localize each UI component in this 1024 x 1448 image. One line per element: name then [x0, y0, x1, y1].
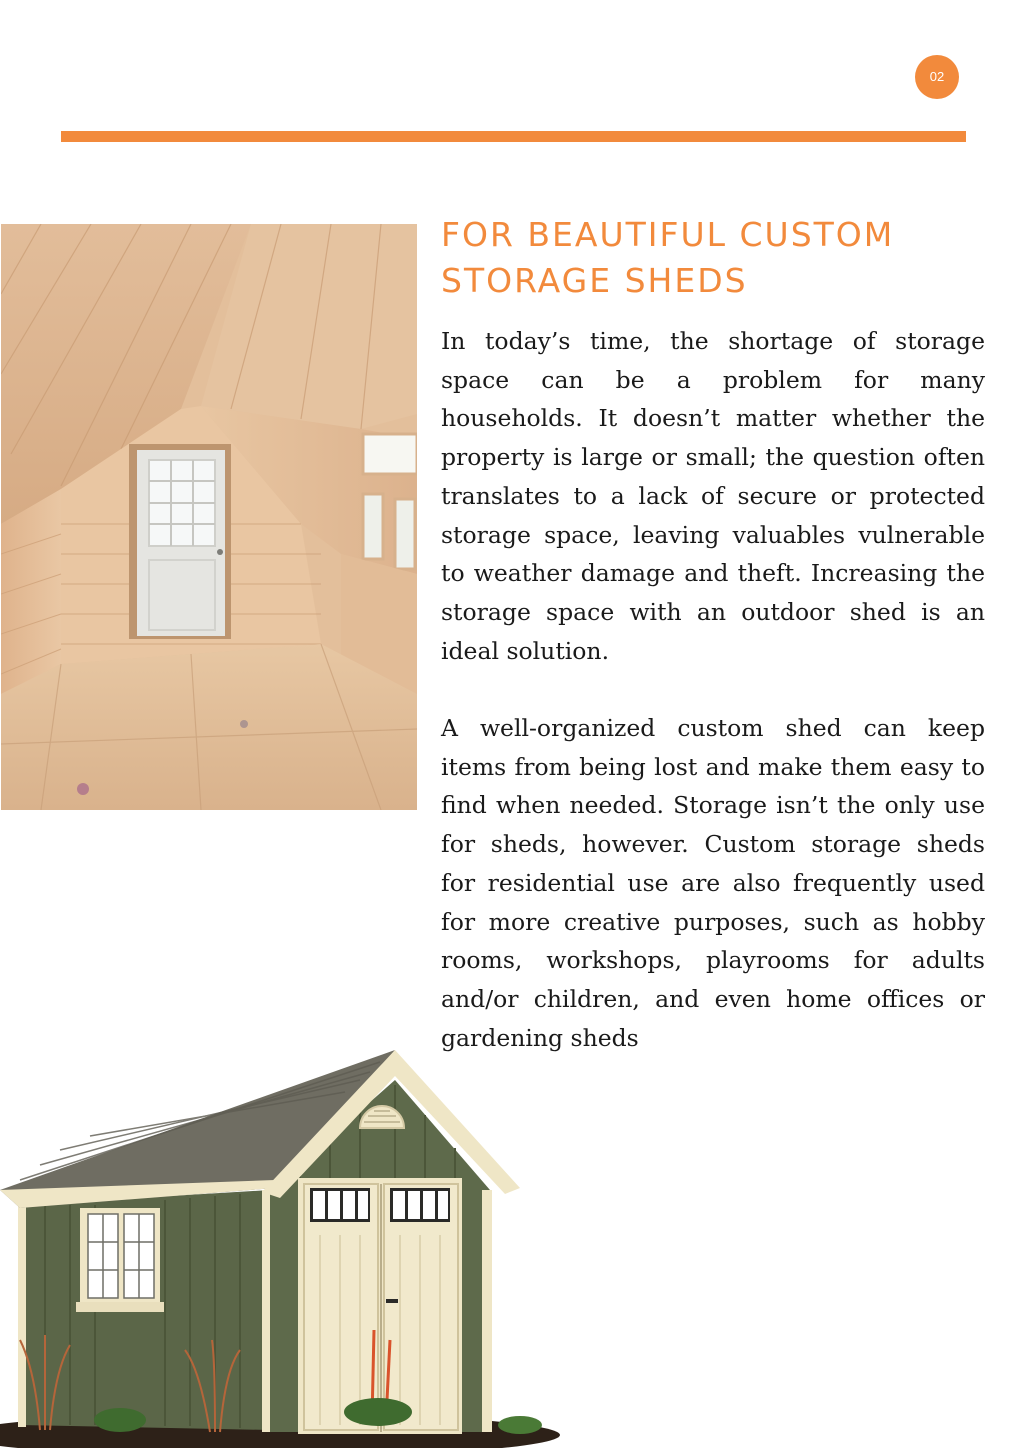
custom-shed-photo	[0, 1040, 560, 1448]
page-number-badge: 02	[915, 55, 959, 99]
article-paragraph-1: In today’s time, the shortage of storage space can be a problem for many households. It doesn’t matter whether the property is large or small; the question often translates to a lack of secure or protected storage space, leaving valuables vulnerable to weather damage and theft. Increasing the storage space with an outdoor shed is an ideal solution.	[441, 327, 985, 665]
shed-interior-photo	[1, 224, 417, 810]
article-paragraph-2: A well-organized custom shed can keep items from being lost and make them easy to find when needed. Storage isn’t the only use for sheds, however. Custom storage sheds for residential use are also frequently used for more creative purposes, such as hobby rooms, workshops, playrooms for adults and/or children, and even home offices or gardening sheds	[441, 714, 985, 1052]
section-heading: FOR BEAUTIFUL CUSTOM STORAGE SHEDS	[441, 215, 895, 300]
article-body	[441, 322, 985, 1096]
header-divider	[61, 131, 966, 142]
